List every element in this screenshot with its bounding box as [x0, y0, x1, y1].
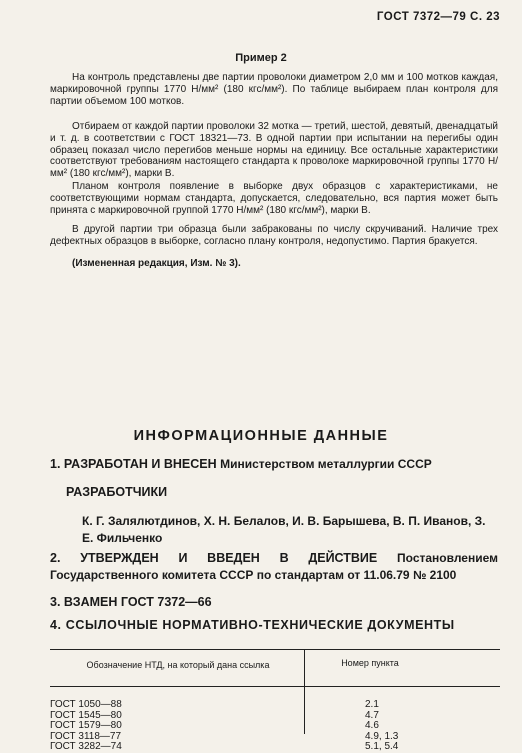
- developers-heading: [66, 484, 514, 501]
- section-approved: [50, 550, 498, 584]
- table-header-document: Обозначение НТД, на который дана ссылка: [86, 660, 270, 670]
- amendment-note: (Измененная редакция, Изм. № 3).: [72, 258, 241, 269]
- developers-list: К. Г. Залялютдинов, Х. Н. Белалов, И. В. Барышева, В. П. Иванов, З. Е. Фильченко: [82, 514, 486, 545]
- section-number: 1.: [50, 457, 61, 471]
- header-divider: [50, 686, 500, 687]
- table-cell-doc: ГОСТ 1050—88: [50, 699, 122, 710]
- table-column-items: [365, 691, 398, 753]
- table-cell-item: 5.1, 5.4: [365, 741, 399, 752]
- section-number: 3.: [50, 595, 61, 609]
- info-section-title: ИНФОРМАЦИОННЫЕ ДАННЫЕ: [133, 428, 389, 444]
- section-heading: РАЗРАБОТАН И ВНЕСЕН: [63, 457, 217, 471]
- section-replaces: [50, 594, 498, 611]
- section-text: Постановлением Государственного комитета СССР по стандартам от 11.06.79 № 2100: [50, 551, 498, 582]
- section-number: 4.: [50, 618, 62, 632]
- table-cell-item: 4.6: [365, 720, 379, 731]
- section-heading: РАЗРАБОТЧИКИ: [66, 485, 168, 499]
- table-cell-item: 4.7: [365, 709, 379, 721]
- table-cell-doc: ГОСТ 1579—80: [50, 720, 122, 731]
- example-paragraph: [50, 72, 498, 107]
- section-developed: [50, 456, 498, 473]
- example-title: Пример 2: [235, 52, 287, 64]
- section-heading: ССЫЛОЧНЫЕ НОРМАТИВНО-ТЕХНИЧЕСКИЕ ДОКУМЕНТЫ: [65, 618, 455, 632]
- example-paragraph: [50, 121, 498, 180]
- section-text: Министерством металлургии СССР: [220, 457, 432, 471]
- example-paragraph: [50, 181, 498, 216]
- references-table: [50, 649, 500, 752]
- section-number: 2.: [50, 551, 61, 565]
- page-header: ГОСТ 7372—79 С. 23: [376, 11, 500, 23]
- section-heading: УТВЕРЖДЕН И ВВЕДЕН В ДЕЙСТВИЕ: [80, 551, 378, 565]
- paragraph-text: На контроль представлены две партии проволоки диаметром 2,0 мм и 100 мотков каждая, маркировочной группы 1770 Н/мм² (180 кгс/мм²). По таблице выбираем план контроля для партии объемом 100 мотков.: [50, 72, 498, 107]
- table-cell-doc: ГОСТ 3118—77: [50, 730, 122, 742]
- table-cell-item: 4.9, 1.3: [365, 730, 399, 742]
- table-header-item: Номер пункта: [341, 658, 399, 668]
- paragraph-text: В другой партии три образца были забракованы по числу скручиваний. Наличие трех дефектных образцов в выборке, согласно плану контроля, недопустимо. Партия бракуется.: [50, 224, 498, 247]
- table-cell-doc: ГОСТ 1545—80: [50, 709, 122, 721]
- example-paragraph: [50, 224, 498, 248]
- column-divider: [304, 650, 305, 734]
- table-cell-item: 2.1: [365, 699, 379, 710]
- section-heading: ВЗАМЕН ГОСТ 7372—66: [63, 595, 212, 609]
- paragraph-text: Отбираем от каждой партии проволоки 32 мотка — третий, шестой, девятый, двенадцатый и т. д. в соответствии с ГОСТ 18321—73. В одной партии при испытании на перегибы один образец показал число перегибов меньше нормы на единицу. Все остальные характеристики соответствуют требованиям настоящего стандарта к проволоке маркировочной группы 1770 Н/мм² (180 кгс/мм²), марки В.: [50, 121, 498, 180]
- table-column-documents: [50, 691, 122, 753]
- table-cell-doc: ГОСТ 3282—74: [50, 741, 122, 752]
- section-references: [50, 617, 498, 634]
- paragraph-text: Планом контроля появление в выборке двух образцов с характеристиками, не соответствующими нормам стандарта, допускается, следовательно, вся партия может быть принята с маркировочной группой 1770 Н/мм² (180 кгс/мм²), марки В.: [50, 181, 498, 216]
